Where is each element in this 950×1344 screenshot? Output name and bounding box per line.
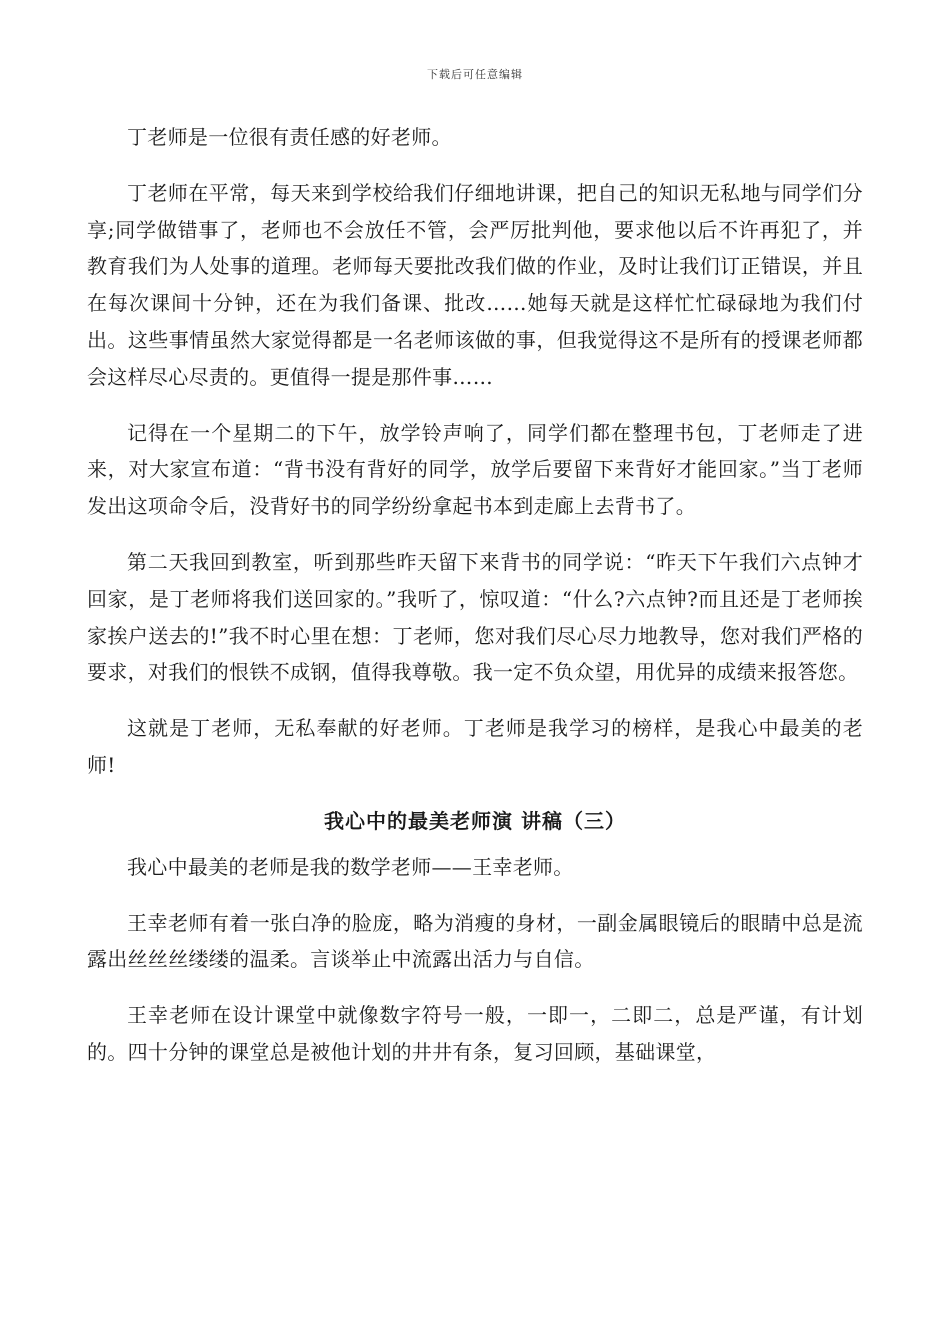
paragraph-4: 第二天我回到教室，听到那些昨天留下来背书的同学说：“昨天下午我们六点钟才回家，是丁老师将我们送回家的。”我听了，惊叹道：“什么?六点钟?而且还是丁老师挨家挨户送去的!”我不时心里在想：丁老师，您对我们尽心尽力地教导，您对我们严格的要求，对我们的恨铁不成钢，值得我尊敬。我一定不负众望，用优异的成绩来报答您。 bbox=[87, 549, 863, 685]
paragraph-8: 王幸老师在设计课堂中就像数字符号一般，一即一，二即二，总是严谨，有计划的。四十分钟的课堂总是被他计划的井井有条，复习回顾，基础课堂， bbox=[87, 1003, 863, 1064]
section-title: 我心中的最美老师演 讲稿（三） bbox=[324, 808, 626, 833]
paragraph-6: 我心中最美的老师是我的数学老师——王幸老师。 bbox=[127, 854, 574, 879]
paragraph-3: 记得在一个星期二的下午，放学铃声响了，同学们都在整理书包，丁老师走了进来，对大家宣布道：“背书没有背好的同学，放学后要留下来背好才能回家。”当丁老师发出这项命令后，没背好书的同学纷纷拿起书本到走廊上去背书了。 bbox=[87, 420, 863, 519]
paragraph-7: 王幸老师有着一张白净的脸庞，略为消瘦的身材，一副金属眼镜后的眼睛中总是流露出丝丝丝缕缕的温柔。言谈举止中流露出活力与自信。 bbox=[87, 910, 863, 972]
paragraph-2: 丁老师在平常，每天来到学校给我们仔细地讲课，把自己的知识无私地与同学们分享;同学做错事了，老师也不会放任不管，会严厉批判他，要求他以后不许再犯了，并教育我们为人处事的道理。老师每天要批改我们做的作业，及时让我们订正错误，并且在每次课间十分钟，还在为我们备课、批改……她每天就是这样忙忙碌碌地为我们付出。这些事情虽然大家觉得都是一名老师该做的事，但我觉得这不是所有的授课老师都会这样尽心尽责的。更值得一提是那件事…… bbox=[87, 180, 863, 389]
page-header-note: 下载后可任意编辑 bbox=[427, 68, 523, 81]
paragraph-5: 这就是丁老师，无私奉献的好老师。丁老师是我学习的榜样，是我心中最美的老师! bbox=[87, 716, 863, 777]
document-body bbox=[87, 119, 863, 1090]
paragraph-1: 丁老师是一位很有责任感的好老师。 bbox=[127, 125, 452, 149]
